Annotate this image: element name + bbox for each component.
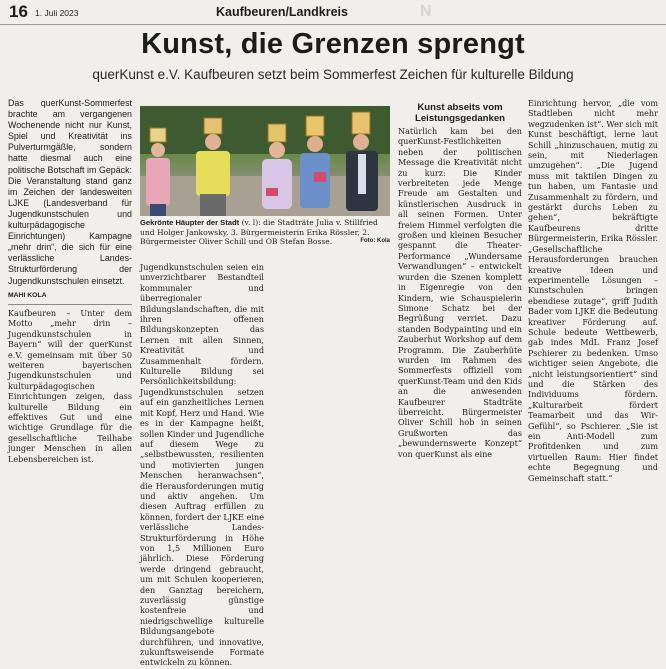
body-paragraph-2: Jugendkunstschulen seien ein unverzichtbarer Bestandteil kommunaler und überregionaler Bildungslandschaften, die mit ihren offenen Bildungskonzepten das Lernen mit allen Sinnen, Kreativität und Zusammenhalt fördern. Kulturelle Bildung sei Persönlichkeitsbildung: Jugendkunstschulen setzen auf ein ganzheitliches Lernen mit Kopf, Herz und Hand. Wie es in der Kampagne heißt, sollen Kinder und Jugendliche auf diesem Wege zu „selbstbewussten, resilienten und motivierten jungen Menschen heranwachsen“, die Herausforderungen mutig und aktiv angehen. Um diesen Auftrag erfüllen zu können, fordert der LJKE eine verlässliche Landes-Strukturförderung in Höhe von 1,5 Millionen Euro jährlich. Diese Förderung werde dringend gebraucht, um mit Schulen kooperieren, den Ganztag bereichern, zuverlässig günstige kostenfreie und niedrigschwellige kulturelle Bildungsangebote durchführen, und innovative, zukunftsweisende Formate entwickeln zu können. (140, 262, 264, 668)
next-page-ghost-text: N (420, 3, 432, 20)
body-paragraph-1: Kaufbeuren – Unter dem Motto „mehr drin – Jugendkunstschulen in Bayern“ will der querKunst e.V. gemeinsam mit über 50 weiteren bayerischen Jugendkunstschulen und kulturpädagogischen Einrichtungen zeigen, dass kulturelle Bildung ein effektives Gut und eine wichtige Grundlage für die gesellschaftliche Teilhabe junger Menschen in allen Lebensbereichen ist. (8, 308, 132, 464)
column-3-right (398, 98, 522, 460)
article-photo (140, 106, 390, 216)
headline: Kunst, die Grenzen sprengt (141, 28, 525, 60)
body-paragraph-3: Natürlich kam bei den querKunst-Festlichkeiten neben der politischen Message die Kreativität nicht zu kurz: Die Kinder verbreiteten jede Menge Freude am Gestalten und künstlerischen Ausdruck in all seinen Formen. Unter freiem Himmel verfolgten die großen und kleinen Besucher gespannt die Theater-Performance „Wundersame Verwandlungen“ – entwickelt wurden die Szenen komplett in Eigenregie von den Kindern, wie Schauspielerin Simone Schatz bei der Begrüßung verriet. Dazu standen Bodypainting und ein Zauberhut Workshop auf dem Programm. Die Zauberhüte wurden im Rahmen des Sommerfests offiziell vom querKunst-Team und den Kids an die anwesenden Kaufbeurer Stadträte überreicht. Bürgermeister Oliver Schill hob in seinen Grußworten das „bewundernswerte Konzept“ von querKunst als eine (398, 126, 522, 459)
body-paragraph-4: Einrichtung hervor, „die vom Stadtleben nicht mehr wegzudenken ist“. Wer sich mit Kunst beschäftigt, lerne laut Schill „hinzuschauen, mutig zu sein, mit Niederlagen umzugehen“. „Die Jugend muss mit taktilen Dingen zu tun haben, um Fantasie und Zusammenhalt zu fördern, und gestärkt durchs Leben zu gehen“, bekräftigte Kaufbeurens dritte Bürgermeisterin, Erika Rössler. „Gesellschaftliche Herausforderungen brauchen kreative Ideen und experimentelle Lösungen – Kunstschulen bringen ebendiese zutage“, griff Judith Bader vom LJKE die Bedeutung kreativer Förderung auf. Schule bedeute Wettbewerb, gab indes MdL Franz Josef Pschierer zu bedenken. Umso wichtiger seien Angebote, die „nicht leistungsorientiert“ sind und die Stärken des Individuums fördern. „Kulturarbeit fördert Teamarbeit und das Wir-Gefühl“, so Pschierer. „Sie ist ein Anti-Modell zum Profitdenken und zum virtuellen Raum: Hier findet echte Begegnung und Gemeinschaft statt.“ (528, 98, 658, 483)
caption-text: (v. l): die Stadträte Julia v. Stillfried und Holger Jankowsky, 3. Bürgermeisterin Erika Rössler, 2. Bürgermeister Oliver Schill und OB Stefan Bosse. (140, 218, 378, 247)
subheadline: querKunst e.V. Kaufbeuren setzt beim Sommerfest Zeichen für kulturelle Bildung (92, 67, 574, 82)
photo-illustration (140, 106, 390, 216)
divider (8, 304, 132, 305)
column-4 (528, 98, 658, 484)
section-subtitle: Kunst abseits vom Leistungsgedanken (414, 102, 506, 124)
section-title: Kaufbeuren/Landkreis (216, 5, 348, 19)
column-1 (8, 98, 132, 465)
person-figure (146, 128, 170, 216)
page-number: 16 (9, 2, 28, 21)
photo-credit: Foto: Kola (360, 238, 390, 245)
issue-date: 1. Juli 2023 (35, 8, 79, 18)
lead-paragraph: Das querKunst-Sommerfest brachte am vergangenen Wochenende nicht nur Kunst, Spiel und Kreativität ins Pulverturmgäßle, sondern hatte diesmal auch eine politische Botschaft im Gepäck: Die Veranstaltung stand ganz im Zeichen der landesweiten LJKE (Landesverband für Jugendkunstschulen und kulturpädagogische Einrichtungen) Kampagne „mehr drin“, die sich für eine verlässliche Landes-Strukturförderung der Jugendkunstschulen einsetzt. (8, 98, 132, 286)
column-2 (140, 262, 264, 669)
photo-caption (140, 218, 390, 247)
page-header (0, 0, 666, 25)
caption-title: Gekrönte Häupter der Stadt (140, 218, 240, 227)
byline: MAHI KOLA (8, 291, 47, 299)
